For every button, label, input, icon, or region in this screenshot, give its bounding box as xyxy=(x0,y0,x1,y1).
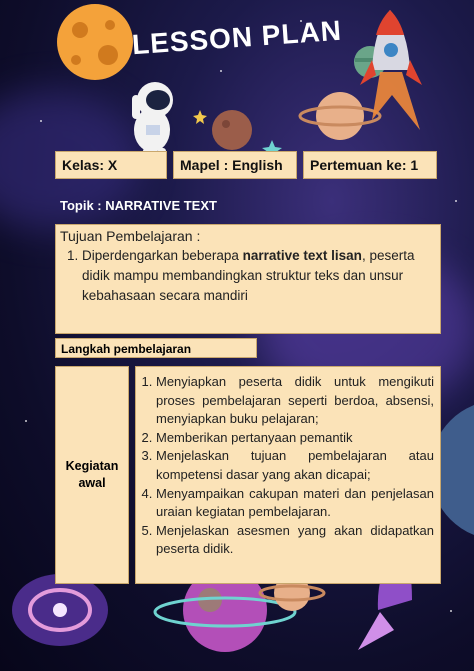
list-item: 2. Memberikan pertanyaan pemantik xyxy=(156,429,434,448)
star-icon xyxy=(193,110,207,124)
kelas-box xyxy=(55,151,167,179)
mapel-box xyxy=(173,151,297,179)
tujuan-text: , peserta didik mampu membandingkan struktur teks dan unsur kebahasaan secara mandiri xyxy=(82,248,415,303)
pertemuan-box xyxy=(303,151,437,179)
pertemuan-label: Pertemuan ke: 1 xyxy=(310,157,419,173)
brown-planet-icon xyxy=(212,110,252,150)
topic-heading: Topik : NARRATIVE TEXT xyxy=(60,198,217,213)
tujuan-emphasis: narrative text lisan xyxy=(242,248,362,263)
tujuan-list xyxy=(60,246,436,306)
list-item: 1. Menyiapkan peserta didik untuk mengikuti proses pembelajaran seperti berdoa, absensi, menyiapkan buku pelajaran; xyxy=(156,373,434,429)
list-item: 4. Menyampaikan cakupan materi dan penjelasan uraian kegiatan pembelajaran. xyxy=(156,485,434,522)
kelas-label: Kelas: X xyxy=(62,157,118,173)
page-title: LESSON PLAN xyxy=(131,14,343,61)
list-item: 3. Menjelaskan tujuan pembelajaran atau kompetensi dasar yang akan dicapai; xyxy=(156,447,434,484)
galaxy-icon xyxy=(12,574,108,646)
tujuan-box xyxy=(55,224,441,334)
tujuan-text: Diperdengarkan beberapa xyxy=(82,248,243,263)
mapel-label: Mapel : English xyxy=(180,157,283,173)
kegiatan-steps-box xyxy=(135,366,441,584)
tujuan-heading: Tujuan Pembelajaran : xyxy=(60,228,201,244)
kegiatan-awal-label: Kegiatan awal xyxy=(55,366,129,584)
tujuan-item xyxy=(82,246,436,306)
list-item: 5. Menjelaskan asesmen yang akan didapatkan peserta didik. xyxy=(156,522,434,559)
langkah-heading: Langkah pembelajaran xyxy=(55,338,257,358)
kegiatan-steps-list xyxy=(140,373,434,559)
ringed-planet-icon xyxy=(300,92,380,140)
